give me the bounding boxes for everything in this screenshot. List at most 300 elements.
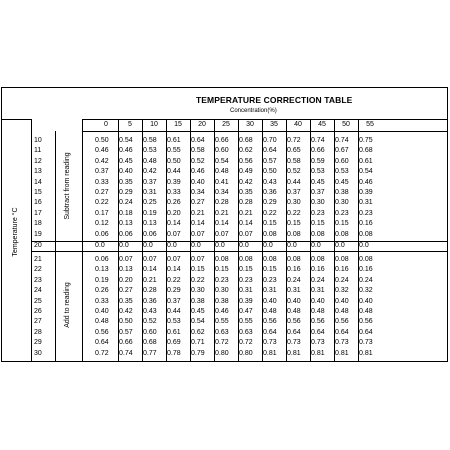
table-cell: 0.64 xyxy=(95,339,109,347)
table-cell: 0.56 xyxy=(263,318,277,326)
table-cell: 0.21 xyxy=(215,209,229,217)
table-cell: 0.33 xyxy=(95,178,109,186)
table-cell: 0.50 xyxy=(119,318,133,326)
table-cell: 0.33 xyxy=(95,297,109,305)
table-cell: 0.0 xyxy=(95,242,105,249)
table-cell: 0.26 xyxy=(95,287,109,295)
table-cell: 0.77 xyxy=(143,349,157,357)
table-title: TEMPERATURE CORRECTION TABLE xyxy=(196,95,353,105)
table-cell: 0.14 xyxy=(167,266,181,274)
table-cell: 0.69 xyxy=(167,339,181,347)
table-cell: 0.43 xyxy=(143,308,157,315)
table-cell: 0.79 xyxy=(191,349,205,357)
table-cell: 0.52 xyxy=(143,318,157,326)
table-cell: 0.15 xyxy=(191,266,205,274)
table-cell: 0.56 xyxy=(359,318,373,326)
table-cell: 0.68 xyxy=(359,147,373,155)
ref-row-bottom-rule xyxy=(31,251,448,252)
table-cell: 0.35 xyxy=(239,189,253,196)
table-cell: 0.31 xyxy=(263,287,277,295)
column-header: 5 xyxy=(128,121,132,128)
table-cell: 0.81 xyxy=(359,349,373,357)
table-cell: 0.64 xyxy=(263,328,277,336)
table-cell: 0.50 xyxy=(167,157,181,165)
table-cell: 0.22 xyxy=(287,209,301,217)
table-cell: 0.54 xyxy=(215,157,229,165)
table-cell: 0.40 xyxy=(263,297,277,305)
table-cell: 0.26 xyxy=(167,199,181,207)
row-temperature: 13 xyxy=(34,168,42,176)
table-cell: 0.14 xyxy=(239,220,253,228)
column-separator xyxy=(142,119,143,362)
table-cell: 0.53 xyxy=(311,168,325,176)
table-cell: 0.12 xyxy=(95,220,109,228)
table-cell: 0.81 xyxy=(287,349,301,357)
table-cell: 0.52 xyxy=(191,157,205,165)
table-cell: 0.66 xyxy=(119,339,133,347)
column-header: 45 xyxy=(318,121,326,128)
table-cell: 0.80 xyxy=(215,349,229,357)
column-separator xyxy=(262,119,263,362)
table-cell: 0.35 xyxy=(119,178,133,186)
table-cell: 0.24 xyxy=(359,276,373,284)
table-cell: 0.31 xyxy=(143,189,157,196)
table-cell: 0.19 xyxy=(95,276,109,284)
table-cell: 0.81 xyxy=(311,349,325,357)
table-cell: 0.08 xyxy=(287,230,301,238)
table-cell: 0.56 xyxy=(335,318,349,326)
table-cell: 0.30 xyxy=(191,287,205,295)
table-cell: 0.64 xyxy=(359,328,373,336)
table-cell: 0.45 xyxy=(335,178,349,186)
row-temperature: 19 xyxy=(34,230,42,238)
table-cell: 0.55 xyxy=(215,318,229,326)
table-cell: 0.31 xyxy=(239,287,253,295)
table-cell: 0.08 xyxy=(287,256,301,263)
table-cell: 0.67 xyxy=(335,147,349,155)
table-cell: 0.32 xyxy=(359,287,373,295)
table-cell: 0.08 xyxy=(311,256,325,263)
table-cell: 0.54 xyxy=(359,168,373,176)
table-cell: 0.14 xyxy=(167,220,181,228)
table-cell: 0.73 xyxy=(359,339,373,347)
table-cell: 0.0 xyxy=(191,242,201,249)
table-cell: 0.13 xyxy=(143,220,157,228)
column-header: 40 xyxy=(294,121,302,128)
table-cell: 0.32 xyxy=(335,287,349,295)
table-cell: 0.39 xyxy=(359,189,373,196)
table-cell: 0.70 xyxy=(263,137,277,144)
table-cell: 0.29 xyxy=(263,199,277,207)
table-cell: 0.57 xyxy=(263,157,277,165)
table-cell: 0.48 xyxy=(287,308,301,315)
table-cell: 0.48 xyxy=(263,308,277,315)
column-header: 20 xyxy=(198,121,206,128)
table-cell: 0.63 xyxy=(239,328,253,336)
table-cell: 0.68 xyxy=(143,339,157,347)
table-cell: 0.08 xyxy=(359,230,373,238)
table-cell: 0.38 xyxy=(191,297,205,305)
table-cell: 0.36 xyxy=(263,189,277,196)
table-cell: 0.28 xyxy=(143,287,157,295)
table-cell: 0.07 xyxy=(191,230,205,238)
column-header: 10 xyxy=(150,121,158,128)
table-cell: 0.31 xyxy=(311,287,325,295)
table-cell: 0.16 xyxy=(287,266,301,274)
table-cell: 0.0 xyxy=(143,242,153,249)
table-cell: 0.64 xyxy=(335,328,349,336)
row-temperature: 20 xyxy=(34,242,42,249)
table-cell: 0.30 xyxy=(287,199,301,207)
table-cell: 0.53 xyxy=(143,147,157,155)
table-cell: 0.41 xyxy=(215,178,229,186)
column-separator xyxy=(214,119,215,362)
table-cell: 0.56 xyxy=(311,318,325,326)
table-cell: 0.37 xyxy=(167,297,181,305)
table-cell: 0.27 xyxy=(119,287,133,295)
table-cell: 0.57 xyxy=(119,328,133,336)
table-cell: 0.39 xyxy=(239,297,253,305)
table-cell: 0.42 xyxy=(119,308,133,315)
table-cell: 0.31 xyxy=(359,199,373,207)
table-cell: 0.61 xyxy=(167,328,181,336)
column-header: 55 xyxy=(366,121,374,128)
table-cell: 0.20 xyxy=(167,209,181,217)
table-cell: 0.64 xyxy=(191,137,205,144)
table-cell: 0.23 xyxy=(215,276,229,284)
table-cell: 0.07 xyxy=(119,256,133,263)
table-cell: 0.07 xyxy=(143,256,157,263)
table-cell: 0.42 xyxy=(239,178,253,186)
table-cell: 0.13 xyxy=(119,266,133,274)
table-cell: 0.68 xyxy=(239,137,253,144)
table-cell: 0.54 xyxy=(119,137,133,144)
table-cell: 0.16 xyxy=(311,266,325,274)
table-cell: 0.66 xyxy=(311,147,325,155)
table-cell: 0.06 xyxy=(143,230,157,238)
column-separator xyxy=(190,119,191,362)
table-cell: 0.40 xyxy=(119,168,133,176)
table-cell: 0.54 xyxy=(191,318,205,326)
table-cell: 0.64 xyxy=(287,328,301,336)
table-cell: 0.45 xyxy=(119,157,133,165)
table-cell: 0.81 xyxy=(335,349,349,357)
table-cell: 0.0 xyxy=(311,242,321,249)
table-cell: 0.0 xyxy=(239,242,249,249)
table-cell: 0.46 xyxy=(215,308,229,315)
row-temperature: 10 xyxy=(34,137,42,144)
table-cell: 0.55 xyxy=(239,318,253,326)
table-cell: 0.08 xyxy=(239,256,253,263)
table-cell: 0.16 xyxy=(359,266,373,274)
table-cell: 0.13 xyxy=(95,266,109,274)
table-cell: 0.78 xyxy=(167,349,181,357)
table-cell: 0.22 xyxy=(263,209,277,217)
table-cell: 0.24 xyxy=(119,199,133,207)
row-temperature: 30 xyxy=(34,349,42,357)
table-cell: 0.07 xyxy=(167,230,181,238)
table-cell: 0.29 xyxy=(167,287,181,295)
table-cell: 0.27 xyxy=(95,189,109,196)
table-cell: 0.23 xyxy=(311,209,325,217)
table-cell: 0.56 xyxy=(95,328,109,336)
temp-column-rule xyxy=(55,131,56,362)
table-cell: 0.40 xyxy=(191,178,205,186)
temperature-axis-label: Temperature °C xyxy=(12,207,19,257)
table-cell: 0.08 xyxy=(335,256,349,263)
table-cell: 0.0 xyxy=(167,242,177,249)
table-cell: 0.40 xyxy=(287,297,301,305)
table-cell: 0.40 xyxy=(359,297,373,305)
table-cell: 0.56 xyxy=(287,318,301,326)
table-cell: 0.40 xyxy=(95,308,109,315)
table-cell: 0.20 xyxy=(119,276,133,284)
table-cell: 0.46 xyxy=(359,178,373,186)
table-cell: 0.15 xyxy=(263,266,277,274)
column-header: 0 xyxy=(104,121,108,128)
row-temperature: 22 xyxy=(34,266,42,274)
table-cell: 0.50 xyxy=(263,168,277,176)
table-cell: 0.64 xyxy=(263,147,277,155)
column-header: 30 xyxy=(246,121,254,128)
table-cell: 0.62 xyxy=(239,147,253,155)
table-cell: 0.22 xyxy=(95,199,109,207)
table-cell: 0.60 xyxy=(335,157,349,165)
table-cell: 0.40 xyxy=(335,297,349,305)
row-temperature: 17 xyxy=(34,209,42,217)
table-cell: 0.08 xyxy=(359,256,373,263)
table-cell: 0.06 xyxy=(119,230,133,238)
table-cell: 0.49 xyxy=(239,168,253,176)
column-header: 35 xyxy=(270,121,278,128)
table-cell: 0.43 xyxy=(263,178,277,186)
table-cell: 0.06 xyxy=(95,230,109,238)
table-cell: 0.07 xyxy=(191,256,205,263)
table-cell: 0.30 xyxy=(335,199,349,207)
row-temperature: 27 xyxy=(34,318,42,326)
table-cell: 0.74 xyxy=(335,137,349,144)
column-separator xyxy=(166,119,167,362)
table-cell: 0.16 xyxy=(335,266,349,274)
table-cell: 0.15 xyxy=(239,266,253,274)
table-cell: 0.42 xyxy=(95,157,109,165)
table-cell: 0.07 xyxy=(239,230,253,238)
table-cell: 0.37 xyxy=(311,189,325,196)
table-cell: 0.08 xyxy=(263,230,277,238)
table-cell: 0.63 xyxy=(215,328,229,336)
table-cell: 0.23 xyxy=(335,209,349,217)
table-cell: 0.72 xyxy=(95,349,109,357)
subtract-section-label: Subtract from reading xyxy=(64,152,71,220)
column-separator xyxy=(118,119,119,362)
table-cell: 0.34 xyxy=(215,189,229,196)
table-cell: 0.46 xyxy=(119,147,133,155)
table-cell: 0.65 xyxy=(287,147,301,155)
table-cell: 0.72 xyxy=(287,137,301,144)
column-header: 50 xyxy=(342,121,350,128)
table-cell: 0.46 xyxy=(95,147,109,155)
column-separator xyxy=(286,119,287,362)
table-cell: 0.15 xyxy=(335,220,349,228)
table-cell: 0.08 xyxy=(263,256,277,263)
table-cell: 0.60 xyxy=(215,147,229,155)
row-temperature: 23 xyxy=(34,276,42,284)
table-cell: 0.36 xyxy=(143,297,157,305)
table-cell: 0.58 xyxy=(191,147,205,155)
row-temperature: 16 xyxy=(34,199,42,207)
table-cell: 0.64 xyxy=(311,328,325,336)
table-cell: 0.74 xyxy=(119,349,133,357)
table-cell: 0.34 xyxy=(191,189,205,196)
table-cell: 0.60 xyxy=(143,328,157,336)
table-cell: 0.17 xyxy=(95,209,109,217)
table-cell: 0.48 xyxy=(359,308,373,315)
row-temperature: 12 xyxy=(34,157,42,165)
table-cell: 0.27 xyxy=(191,199,205,207)
column-separator xyxy=(310,119,311,362)
table-cell: 0.56 xyxy=(239,157,253,165)
table-cell: 0.75 xyxy=(359,137,373,144)
table-cell: 0.72 xyxy=(239,339,253,347)
table-cell: 0.35 xyxy=(119,297,133,305)
table-cell: 0.0 xyxy=(335,242,345,249)
table-cell: 0.72 xyxy=(215,339,229,347)
table-cell: 0.18 xyxy=(119,209,133,217)
row-temperature: 11 xyxy=(34,147,42,155)
table-cell: 0.31 xyxy=(287,287,301,295)
table-cell: 0.15 xyxy=(215,266,229,274)
column-separator xyxy=(238,119,239,362)
table-cell: 0.37 xyxy=(287,189,301,196)
table-cell: 0.48 xyxy=(143,157,157,165)
table-cell: 0.50 xyxy=(95,137,109,144)
table-cell: 0.38 xyxy=(335,189,349,196)
table-cell: 0.48 xyxy=(95,318,109,326)
row-temperature: 18 xyxy=(34,220,42,228)
table-cell: 0.38 xyxy=(215,297,229,305)
table-cell: 0.59 xyxy=(311,157,325,165)
table-cell: 0.16 xyxy=(359,220,373,228)
axis-top-rule xyxy=(1,119,32,120)
table-cell: 0.44 xyxy=(167,308,181,315)
row-temperature: 26 xyxy=(34,308,42,315)
table-cell: 0.74 xyxy=(311,137,325,144)
table-cell: 0.29 xyxy=(119,189,133,196)
table-cell: 0.44 xyxy=(167,168,181,176)
table-cell: 0.48 xyxy=(335,308,349,315)
table-cell: 0.08 xyxy=(215,256,229,263)
table-cell: 0.37 xyxy=(95,168,109,176)
table-cell: 0.44 xyxy=(287,178,301,186)
table-cell: 0.33 xyxy=(167,189,181,196)
table-cell: 0.42 xyxy=(143,168,157,176)
table-cell: 0.21 xyxy=(143,276,157,284)
table-cell: 0.61 xyxy=(359,157,373,165)
table-cell: 0.23 xyxy=(239,276,253,284)
table-cell: 0.0 xyxy=(119,242,129,249)
table-cell: 0.13 xyxy=(119,220,133,228)
table-cell: 0.15 xyxy=(287,220,301,228)
table-cell: 0.24 xyxy=(287,276,301,284)
table-cell: 0.48 xyxy=(215,168,229,176)
row-temperature: 29 xyxy=(34,339,42,347)
table-cell: 0.06 xyxy=(95,256,109,263)
table-cell: 0.73 xyxy=(287,339,301,347)
table-cell: 0.71 xyxy=(191,339,205,347)
table-cell: 0.22 xyxy=(191,276,205,284)
table-cell: 0.08 xyxy=(311,230,325,238)
add-section-label: Add to reading xyxy=(64,282,71,328)
row-temperature: 21 xyxy=(34,256,42,263)
table-cell: 0.14 xyxy=(215,220,229,228)
row-temperature: 28 xyxy=(34,328,42,336)
row-temperature: 24 xyxy=(34,287,42,295)
table-cell: 0.0 xyxy=(263,242,273,249)
table-cell: 0.62 xyxy=(191,328,205,336)
table-cell: 0.21 xyxy=(191,209,205,217)
column-separator xyxy=(358,119,359,362)
row-temperature: 14 xyxy=(34,178,42,186)
table-cell: 0.61 xyxy=(167,137,181,144)
table-cell: 0.23 xyxy=(359,209,373,217)
table-cell: 0.25 xyxy=(143,199,157,207)
table-cell: 0.24 xyxy=(335,276,349,284)
table-cell: 0.73 xyxy=(263,339,277,347)
table-cell: 0.66 xyxy=(215,137,229,144)
table-cell: 0.80 xyxy=(239,349,253,357)
table-cell: 0.15 xyxy=(311,220,325,228)
table-cell: 0.07 xyxy=(215,230,229,238)
table-cell: 0.39 xyxy=(167,178,181,186)
table-cell: 0.23 xyxy=(263,276,277,284)
table-cell: 0.14 xyxy=(191,220,205,228)
table-cell: 0.07 xyxy=(167,256,181,263)
column-header: 25 xyxy=(222,121,230,128)
table-cell: 0.45 xyxy=(191,308,205,315)
table-cell: 0.53 xyxy=(167,318,181,326)
table-cell: 0.47 xyxy=(239,308,253,315)
table-cell: 0.45 xyxy=(311,178,325,186)
row-temperature: 25 xyxy=(34,297,42,305)
header-top-rule xyxy=(82,119,448,120)
concentration-caption: Concentration(%) xyxy=(230,108,277,114)
table-cell: 0.28 xyxy=(215,199,229,207)
table-cell: 0.30 xyxy=(215,287,229,295)
table-cell: 0.40 xyxy=(311,297,325,305)
table-cell: 0.48 xyxy=(311,308,325,315)
row-temperature: 15 xyxy=(34,189,42,196)
table-cell: 0.0 xyxy=(287,242,297,249)
table-cell: 0.53 xyxy=(335,168,349,176)
table-cell: 0.73 xyxy=(311,339,325,347)
table-cell: 0.21 xyxy=(239,209,253,217)
table-cell: 0.58 xyxy=(287,157,301,165)
table-cell: 0.58 xyxy=(143,137,157,144)
table-cell: 0.24 xyxy=(311,276,325,284)
column-header: 15 xyxy=(174,121,182,128)
table-cell: 0.30 xyxy=(311,199,325,207)
column-separator xyxy=(334,119,335,362)
table-cell: 0.15 xyxy=(263,220,277,228)
table-cell: 0.37 xyxy=(143,178,157,186)
table-cell: 0.55 xyxy=(167,147,181,155)
header-bottom-rule xyxy=(82,131,448,132)
table-cell: 0.73 xyxy=(335,339,349,347)
table-cell: 0.22 xyxy=(167,276,181,284)
table-cell: 0.14 xyxy=(143,266,157,274)
table-cell: 0.28 xyxy=(239,199,253,207)
table-cell: 0.52 xyxy=(287,168,301,176)
